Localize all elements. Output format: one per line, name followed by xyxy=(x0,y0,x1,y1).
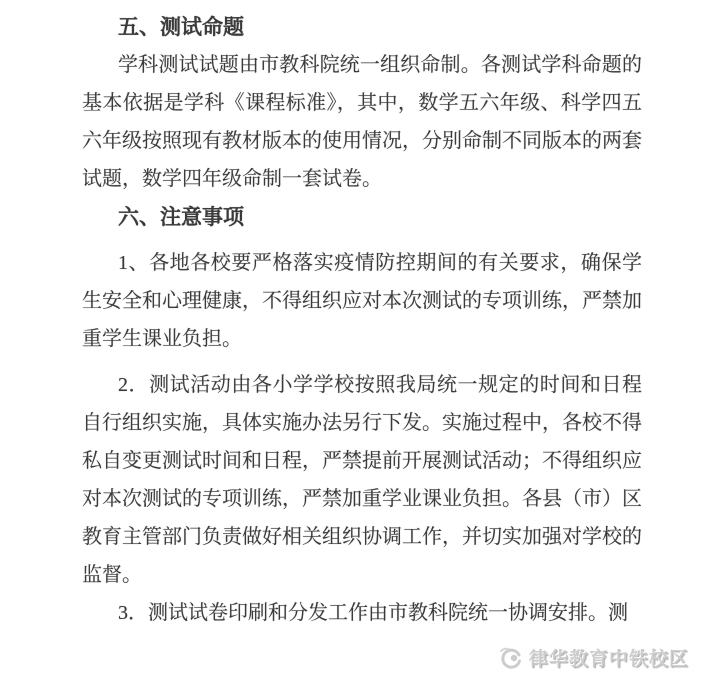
section-heading: 六、注意事项 xyxy=(118,205,244,229)
document-text-line: 对本次测试的专项训练，严禁加重学业课业负担。各县（市）区 xyxy=(82,488,642,510)
document-text-line: 试题，数学四年级命制一套试卷。 xyxy=(82,168,382,190)
document-text-line: 2．测试活动由各小学学校按照我局统一规定的时间和日程 xyxy=(118,374,642,396)
document-text-line: 3．测试试卷印刷和分发工作由市教科院统一协调安排。测 xyxy=(118,602,628,624)
watermark xyxy=(498,644,689,671)
document-text-line: 自行组织实施，具体实施办法另行下发。实施过程中，各校不得 xyxy=(82,412,642,434)
document-body xyxy=(82,8,642,632)
watermark-text: 律华教育中铁校区 xyxy=(528,649,689,670)
document-text-line: 学科测试试题由市教科院统一组织命制。各测试学科命题的 xyxy=(118,54,642,76)
document-text-line: 基本依据是学科《课程标准》，其中，数学五六年级、科学四五 xyxy=(82,92,642,114)
document-text-line: 教育主管部门负责做好相关组织协调工作，并切实加强对学校的 xyxy=(82,526,642,548)
watermark-logo-icon xyxy=(498,645,524,671)
document-text-line: 私自变更测试时间和日程，严禁提前开展测试活动；不得组织应 xyxy=(82,450,642,472)
document-text-line: 1、各地各校要严格落实疫情防控期间的有关要求，确保学 xyxy=(118,252,642,274)
document-text-line: 生安全和心理健康，不得组织应对本次测试的专项训练，严禁加 xyxy=(82,290,642,312)
document-text-line: 六年级按照现有教材版本的使用情况，分别命制不同版本的两套 xyxy=(82,130,642,152)
section-heading: 五、测试命题 xyxy=(118,15,244,39)
document-text-line: 监督。 xyxy=(82,564,142,586)
document-text-line: 重学生课业负担。 xyxy=(82,328,242,350)
